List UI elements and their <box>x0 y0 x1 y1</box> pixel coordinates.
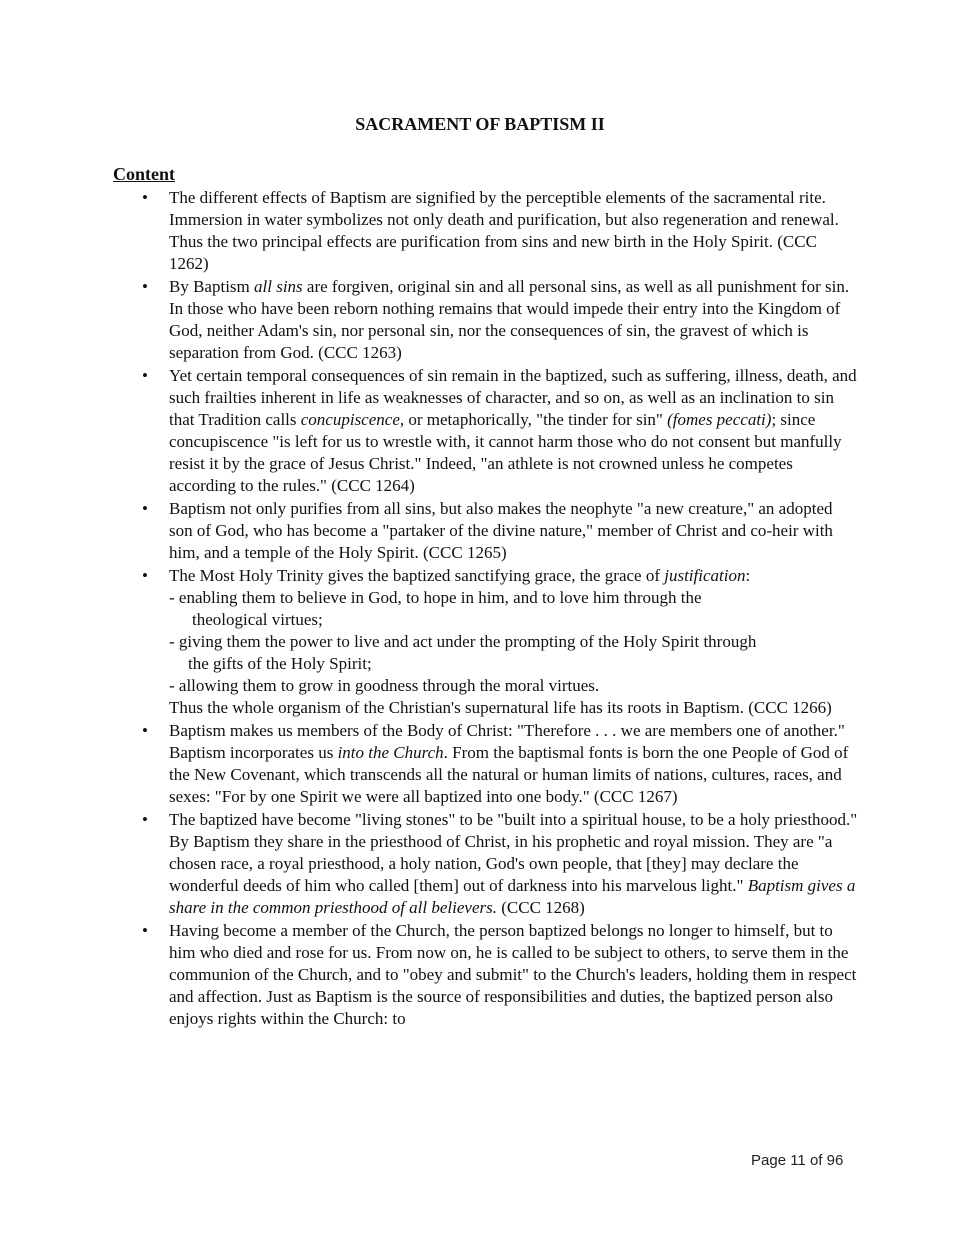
item-emphasis: (fomes peccati) <box>667 410 772 429</box>
item-text: Baptism not only purifies from all sins, but also makes the neophyte "a new creature," an adopted son of God, who has become a "partaker of the divine nature," member of Christ and co-heir with him, and a temple of the Holy Spirit. (CCC 1265) <box>169 499 833 562</box>
bullet-icon: • <box>142 810 148 829</box>
item-text: ; since concupiscence "is left for us to wrestle with, it cannot harm those who do not consent but manfully resist it by the grace of Jesus Christ." Indeed, "an athlete is not crowned unless he competes according to the rules." (CCC 1264) <box>169 410 842 495</box>
item-text: (CCC 1268) <box>497 898 585 917</box>
sub-item-continuation: the gifts of the Holy Spirit; <box>188 654 372 673</box>
item-text: . From the baptismal fonts is born the one People of God of the New Covenant, which transcends all the natural or human limits of nations, cultures, races, and sexes: "For by one Spirit we were all baptized into one body." (CCC 1267) <box>169 743 849 806</box>
item-emphasis: justification <box>664 566 746 585</box>
item-text: , or metaphorically, "the tinder for sin" <box>399 410 668 429</box>
item-text: : <box>745 566 751 585</box>
bullet-icon: • <box>142 277 148 296</box>
item-text: The baptized have become "living stones" to be "built into a spiritual house, to be a holy priesthood." By Baptism they share in the priesthood of Christ, in his prophetic and royal mission. They are "a chosen race, a royal priesthood, a holy nation, God's own people, that [they] may declare the wonderful deeds of him who called [them] out of darkness into his marvelous light." <box>169 810 858 895</box>
list-item <box>142 365 859 497</box>
sub-item-text: - enabling them to believe in God, to hope in him, and to love him through the <box>169 588 702 607</box>
item-text: Having become a member of the Church, the person baptized belongs no longer to himself, but to him who died and rose for us. From now on, he is called to be subject to others, to serve them in the communion of the Church, and to "obey and submit" to the Church's leaders, holding them in respect and affection. Just as Baptism is the source of responsibilities and duties, the baptized person also enjoys rights within the Church: to <box>169 921 857 1028</box>
list-item <box>142 187 859 275</box>
bullet-icon: • <box>142 921 148 940</box>
bullet-list <box>142 187 859 1031</box>
item-emphasis: into the Church <box>337 743 444 762</box>
sub-item <box>169 631 859 675</box>
sub-item-continuation: theological virtues; <box>192 610 323 629</box>
item-emphasis: concupiscence <box>300 410 400 429</box>
item-text: By Baptism <box>169 277 255 296</box>
item-text: Yet certain temporal consequences of sin remain in the baptized, such as suffering, illness, death, and such frailties inherent in life as weaknesses of character, and so on, as well as an inclination to sin that Tradition calls <box>169 366 857 429</box>
bullet-icon: • <box>142 499 148 518</box>
section-heading: Content <box>113 164 175 184</box>
list-item <box>142 565 859 719</box>
bullet-icon: • <box>142 721 148 740</box>
list-item <box>142 720 859 808</box>
item-text: The different effects of Baptism are signified by the perceptible elements of the sacramental rite. Immersion in water symbolizes not only death and purification, but also regeneration and renewal. Thus the two principal effects are purification from sins and new birth in the Holy Spirit. (CCC 1262) <box>169 188 839 273</box>
bullet-icon: • <box>142 366 148 385</box>
sub-item <box>169 675 859 697</box>
sub-item <box>169 587 859 631</box>
item-emphasis: Baptism gives a share in the common priesthood of all believers. <box>169 876 856 917</box>
bullet-icon: • <box>142 188 148 207</box>
item-conclusion: Thus the whole organism of the Christian's supernatural life has its roots in Baptism. (CCC 1266) <box>169 698 832 717</box>
list-item <box>142 276 859 364</box>
list-item <box>142 920 859 1030</box>
sub-item-text: - giving them the power to live and act under the prompting of the Holy Spirit through <box>169 632 757 651</box>
list-item <box>142 498 859 564</box>
sub-item-text: - allowing them to grow in goodness through the moral virtues. <box>169 676 600 695</box>
item-emphasis: all sins <box>254 277 303 296</box>
item-text: The Most Holy Trinity gives the baptized sanctifying grace, the grace of <box>169 566 665 585</box>
page-title: SACRAMENT OF BAPTISM II <box>355 114 605 134</box>
list-item <box>142 809 859 919</box>
item-text: Baptism makes us members of the Body of Christ: "Therefore . . . we are members one of another." Baptism incorporates us <box>169 721 845 762</box>
bullet-icon: • <box>142 566 148 585</box>
item-text: are forgiven, original sin and all personal sins, as well as all punishment for sin. In those who have been reborn nothing remains that would impede their entry into the Kingdom of God, neither Adam's sin, nor personal sin, nor the consequences of sin, the gravest of which is separation from God. (CCC 1263) <box>169 277 850 362</box>
page-number: Page 11 of 96 <box>751 1152 844 1169</box>
